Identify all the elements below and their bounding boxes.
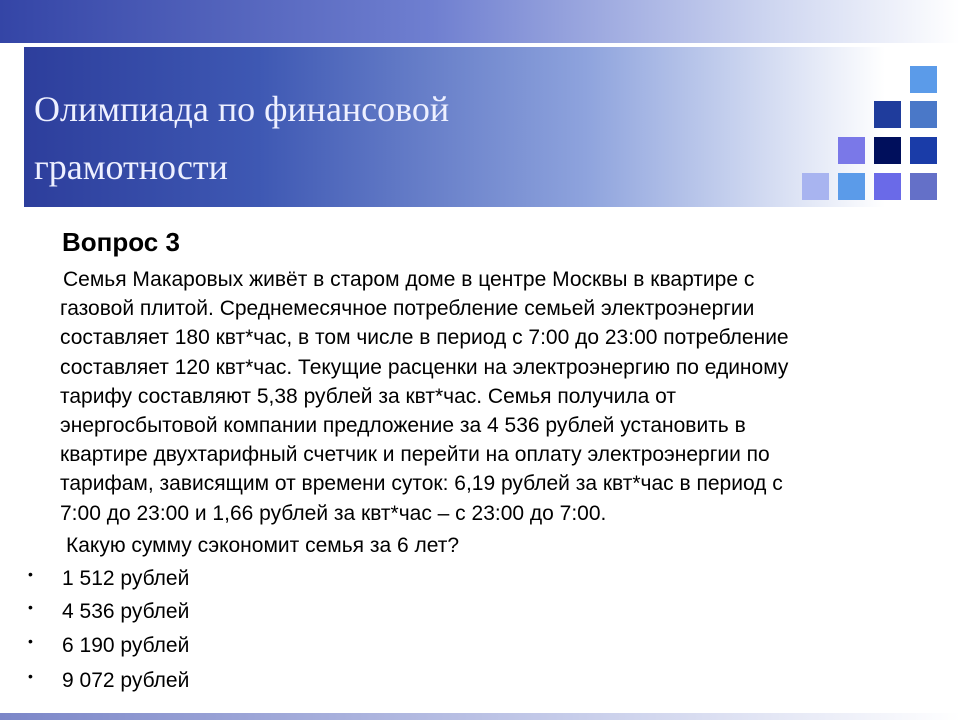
decor-square bbox=[874, 173, 901, 200]
answer-option[interactable] bbox=[20, 664, 620, 698]
answer-option-label: 6 190 рублей bbox=[62, 634, 190, 657]
body-line: составляет 180 квт*час, в том числе в период с 7:00 до 23:00 потребление bbox=[60, 326, 789, 350]
body-line: составляет 120 квт*час. Текущие расценки на электроэнергию по единому bbox=[60, 355, 789, 379]
question-prompt: Какую сумму сэкономит семья за 6 лет? bbox=[66, 534, 460, 557]
answer-option-label: 4 536 рублей bbox=[62, 600, 190, 623]
decor-square bbox=[802, 173, 829, 200]
slide-title bbox=[34, 80, 594, 196]
slide-title-line-2: грамотности bbox=[34, 147, 228, 187]
question-body bbox=[60, 265, 910, 528]
body-line: тарифу составляют 5,38 рублей за квт*час. Семья получила от bbox=[60, 384, 676, 408]
body-line: энергосбытовой компании предложение за 4 536 рублей установить в bbox=[60, 414, 746, 438]
top-gradient-band bbox=[0, 0, 960, 43]
bullet-icon: • bbox=[28, 599, 33, 615]
body-line: газовой плитой. Среднемесячное потребление семьей электроэнергии bbox=[60, 297, 755, 321]
decor-square bbox=[874, 137, 901, 164]
decor-square bbox=[838, 137, 865, 164]
decor-square bbox=[910, 66, 937, 93]
answer-option-label: 1 512 рублей bbox=[62, 567, 190, 590]
answer-option[interactable] bbox=[20, 562, 620, 596]
decor-square bbox=[910, 173, 937, 200]
body-line: квартире двухтарифный счетчик и перейти на оплату электроэнергии по bbox=[60, 443, 770, 467]
bullet-icon: • bbox=[28, 566, 33, 582]
body-line: Семья Макаровых живёт в старом доме в центре Москвы в квартире с bbox=[63, 268, 755, 291]
bullet-icon: • bbox=[28, 668, 33, 684]
body-line: 7:00 до 23:00 и 1,66 рублей за квт*час – с 23:00 до 7:00. bbox=[60, 501, 607, 525]
decor-square bbox=[910, 101, 937, 128]
slide-title-line-1: Олимпиада по финансовой bbox=[34, 89, 450, 129]
body-line: тарифам, зависящим от времени суток: 6,19 рублей за квт*час в период с bbox=[60, 472, 783, 496]
answer-option-label: 9 072 рублей bbox=[62, 669, 190, 692]
answer-option[interactable] bbox=[20, 629, 620, 663]
question-heading: Вопрос 3 bbox=[62, 227, 180, 257]
decor-square bbox=[874, 101, 901, 128]
bottom-gradient-band bbox=[0, 713, 960, 720]
decor-square bbox=[838, 173, 865, 200]
decor-square bbox=[910, 137, 937, 164]
answer-option[interactable] bbox=[20, 595, 620, 629]
bullet-icon: • bbox=[28, 633, 33, 649]
